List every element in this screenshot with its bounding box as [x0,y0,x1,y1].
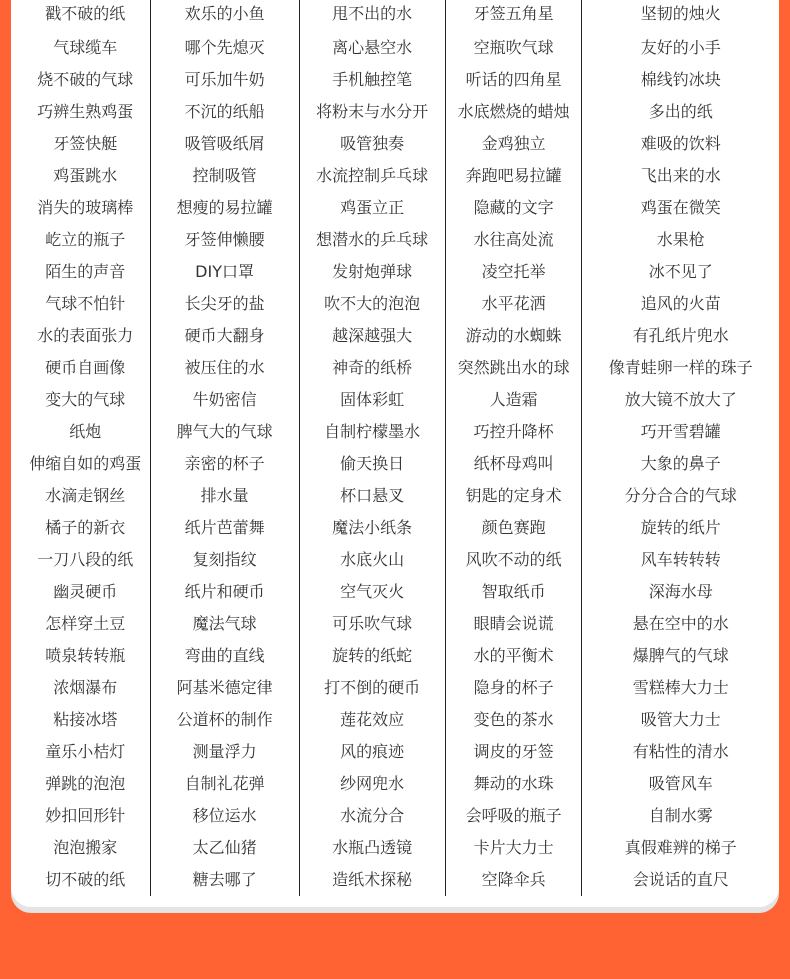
experiment-name-cell: 一刀八段的纸 [37,550,134,569]
experiment-name-cell: 鸡蛋跳水 [53,166,118,185]
table-row [21,704,779,736]
table-row [21,288,779,320]
table-row [21,416,779,448]
experiment-name-cell: 凌空托举 [445,256,582,288]
experiment-name-cell: 不沉的纸船 [150,96,299,128]
experiment-name-cell: 水底燃烧的蜡烛 [445,96,582,128]
table-row [21,192,779,224]
experiment-name-cell: 可乐加牛奶 [150,64,299,96]
experiment-name-cell: 戳不破的纸 [45,4,126,23]
experiment-name-cell: 魔法气球 [150,608,299,640]
experiment-name-cell: 弹跳的泡泡 [45,774,126,793]
table-row [21,128,779,160]
table-row [21,640,779,672]
experiment-name-cell: 牙签快艇 [53,134,118,153]
experiment-name-cell: 偷天换日 [299,448,445,480]
experiment-name-cell: 变大的气球 [45,390,126,409]
experiment-name-cell: 舞动的水珠 [445,768,582,800]
experiment-name-cell: 陌生的声音 [45,262,126,281]
experiment-name-cell: 牛奶密信 [150,384,299,416]
experiment-name-cell: 硬币大翻身 [150,320,299,352]
experiment-name-cell: 隐身的杯子 [445,672,582,704]
experiment-name-cell: 可乐吹气球 [299,608,445,640]
table-row [21,32,779,64]
experiment-name-cell: 切不破的纸 [45,870,126,889]
experiment-name-cell: 奔跑吧易拉罐 [445,160,582,192]
table-row [21,448,779,480]
table-row [21,64,779,96]
table-row [21,768,779,800]
experiment-table [21,0,779,896]
experiment-name-cell: 空瓶吹气球 [445,32,582,64]
experiment-name-cell: 水往高处流 [445,224,582,256]
experiment-name-cell: 有孔纸片兜水 [582,320,779,352]
table-row [21,576,779,608]
experiment-name-cell: 风的痕迹 [299,736,445,768]
experiment-name-cell: 水瓶凸透镜 [299,832,445,864]
experiment-name-cell: 离心悬空水 [299,32,445,64]
experiment-name-cell: 移位运水 [150,800,299,832]
experiment-name-cell: 飞出来的水 [582,160,779,192]
experiment-name-cell: 巧开雪碧罐 [582,416,779,448]
experiment-name-cell: 浓烟瀑布 [53,678,118,697]
experiment-name-cell: 纸杯母鸡叫 [445,448,582,480]
experiment-list-card [11,0,779,907]
experiment-name-cell: 吸管风车 [582,768,779,800]
experiment-name-cell: 杯口悬叉 [299,480,445,512]
experiment-name-cell: 悬在空中的水 [582,608,779,640]
table-row [21,384,779,416]
experiment-name-cell: 手机触控笔 [299,64,445,96]
experiment-name-cell: 水的平衡术 [445,640,582,672]
table-row [21,480,779,512]
experiment-name-cell: 空降伞兵 [445,864,582,896]
table-row [21,0,779,32]
table-row [21,800,779,832]
experiment-name-cell: 智取纸币 [445,576,582,608]
experiment-name-cell: 水流分合 [299,800,445,832]
table-row [21,512,779,544]
experiment-name-cell: 金鸡独立 [445,128,582,160]
experiment-name-cell: 测量浮力 [150,736,299,768]
experiment-table-body [21,0,779,896]
table-row [21,864,779,896]
experiment-name-cell: 旋转的纸蛇 [299,640,445,672]
table-row [21,544,779,576]
experiment-name-cell: 泡泡搬家 [53,838,118,857]
experiment-name-cell: 分分合合的气球 [582,480,779,512]
table-row [21,224,779,256]
experiment-name-cell: 哪个先熄灭 [150,32,299,64]
experiment-name-cell: 弯曲的直线 [150,640,299,672]
experiment-name-cell: 变色的茶水 [445,704,582,736]
experiment-name-cell: 水流控制乒乓球 [299,160,445,192]
experiment-name-cell: 钥匙的定身术 [445,480,582,512]
experiment-name-cell: 追风的火苗 [582,288,779,320]
experiment-name-cell: 欢乐的小鱼 [150,0,299,32]
experiment-name-cell: 棉线钓冰块 [582,64,779,96]
experiment-name-cell: 空气灭火 [299,576,445,608]
experiment-name-cell: 真假难辨的梯子 [582,832,779,864]
experiment-name-cell: 颜色赛跑 [445,512,582,544]
experiment-name-cell: 水果枪 [582,224,779,256]
experiment-name-cell: 亲密的杯子 [150,448,299,480]
experiment-name-cell: 公道杯的制作 [150,704,299,736]
experiment-name-cell: 造纸术探秘 [299,864,445,896]
experiment-name-cell: 复刻指纹 [150,544,299,576]
experiment-name-cell: 将粉末与水分开 [299,96,445,128]
experiment-name-cell: 爆脾气的气球 [582,640,779,672]
experiment-name-cell: 吸管独奏 [299,128,445,160]
experiment-name-cell: 纸炮 [69,422,102,441]
experiment-name-cell: 自制柠檬墨水 [299,416,445,448]
experiment-name-cell: 吸管吸纸屑 [150,128,299,160]
experiment-name-cell: 巧控升降杯 [445,416,582,448]
experiment-name-cell: 眼睛会说谎 [445,608,582,640]
experiment-name-cell: 牙签伸懒腰 [150,224,299,256]
experiment-name-cell: 想潜水的乒乓球 [299,224,445,256]
table-row [21,736,779,768]
experiment-name-cell: 喷泉转转瓶 [45,646,126,665]
table-row [21,160,779,192]
experiment-name-cell: 打不倒的硬币 [299,672,445,704]
experiment-name-cell: 吹不大的泡泡 [299,288,445,320]
experiment-name-cell: 水底火山 [299,544,445,576]
experiment-name-cell: 怎样穿土豆 [45,614,126,633]
experiment-name-cell: 纸片和硬币 [150,576,299,608]
experiment-name-cell: 控制吸管 [150,160,299,192]
table-row [21,256,779,288]
experiment-name-cell: 气球缆车 [53,38,118,57]
experiment-name-cell: 友好的小手 [582,32,779,64]
experiment-name-cell: 风吹不动的纸 [445,544,582,576]
experiment-name-cell: 粘接冰塔 [53,710,118,729]
experiment-name-cell: 糖去哪了 [150,864,299,896]
experiment-name-cell: 卡片大力士 [445,832,582,864]
experiment-name-cell: 消失的玻璃棒 [37,198,134,217]
experiment-name-cell: 神奇的纸桥 [299,352,445,384]
experiment-name-cell: 人造霜 [445,384,582,416]
experiment-name-cell: 难吸的饮料 [582,128,779,160]
experiment-name-cell: 越深越强大 [299,320,445,352]
table-row [21,352,779,384]
table-row [21,96,779,128]
experiment-name-cell: 固体彩虹 [299,384,445,416]
experiment-name-cell: 深海水母 [582,576,779,608]
experiment-name-cell: 童乐小桔灯 [45,742,126,761]
experiment-name-cell: 烧不破的气球 [37,70,134,89]
experiment-name-cell: 硬币自画像 [45,358,126,377]
experiment-name-cell: 伸缩自如的鸡蛋 [29,454,142,473]
experiment-name-cell: 被压住的水 [150,352,299,384]
experiment-name-cell: 水滴走钢丝 [45,486,126,505]
experiment-name-cell: 大象的鼻子 [582,448,779,480]
experiment-name-cell: 调皮的牙签 [445,736,582,768]
experiment-name-cell: 会说话的直尺 [582,864,779,896]
table-row [21,608,779,640]
experiment-name-cell: 会呼吸的瓶子 [445,800,582,832]
experiment-name-cell: 幽灵硬币 [53,582,118,601]
experiment-name-cell: 长尖牙的盐 [150,288,299,320]
experiment-name-cell: 听话的四角星 [445,64,582,96]
table-row [21,672,779,704]
experiment-name-cell: 突然跳出水的球 [445,352,582,384]
experiment-name-cell: 想瘦的易拉罐 [150,192,299,224]
experiment-name-cell: 莲花效应 [299,704,445,736]
experiment-name-cell: 冰不见了 [582,256,779,288]
experiment-name-cell: 自制礼花弹 [150,768,299,800]
experiment-name-cell: 水的表面张力 [37,326,134,345]
experiment-name-cell: 吸管大力士 [582,704,779,736]
experiment-name-cell: 纸片芭蕾舞 [150,512,299,544]
experiment-name-cell: 太乙仙猪 [150,832,299,864]
experiment-name-cell: 自制水雾 [582,800,779,832]
experiment-name-cell: 有粘性的清水 [582,736,779,768]
table-row [21,320,779,352]
experiment-name-cell: 旋转的纸片 [582,512,779,544]
experiment-name-cell: 水平花洒 [445,288,582,320]
experiment-name-cell: 屹立的瓶子 [45,230,126,249]
experiment-name-cell: 排水量 [150,480,299,512]
experiment-name-cell: 妙扣回形针 [45,806,126,825]
experiment-name-cell: 气球不怕针 [45,294,126,313]
experiment-name-cell: 坚韧的烛火 [582,0,779,32]
experiment-name-cell: 多出的纸 [582,96,779,128]
experiment-name-cell: 纱网兜水 [299,768,445,800]
experiment-name-cell: 魔法小纸条 [299,512,445,544]
experiment-name-cell: 游动的水蜘蛛 [445,320,582,352]
experiment-name-cell: 阿基米德定律 [150,672,299,704]
experiment-name-cell: 橘子的新衣 [45,518,126,537]
experiment-name-cell: 牙签五角星 [445,0,582,32]
experiment-name-cell: DIY口罩 [150,256,299,288]
experiment-name-cell: 放大镜不放大了 [582,384,779,416]
experiment-name-cell: 发射炮弹球 [299,256,445,288]
experiment-name-cell: 鸡蛋立正 [299,192,445,224]
experiment-name-cell: 风车转转转 [582,544,779,576]
table-row [21,832,779,864]
experiment-name-cell: 像青蛙卵一样的珠子 [582,352,779,384]
experiment-name-cell: 脾气大的气球 [150,416,299,448]
experiment-name-cell: 甩不出的水 [299,0,445,32]
experiment-name-cell: 隐藏的文字 [445,192,582,224]
experiment-name-cell: 鸡蛋在微笑 [582,192,779,224]
experiment-name-cell: 雪糕棒大力士 [582,672,779,704]
experiment-name-cell: 巧辨生熟鸡蛋 [37,102,134,121]
